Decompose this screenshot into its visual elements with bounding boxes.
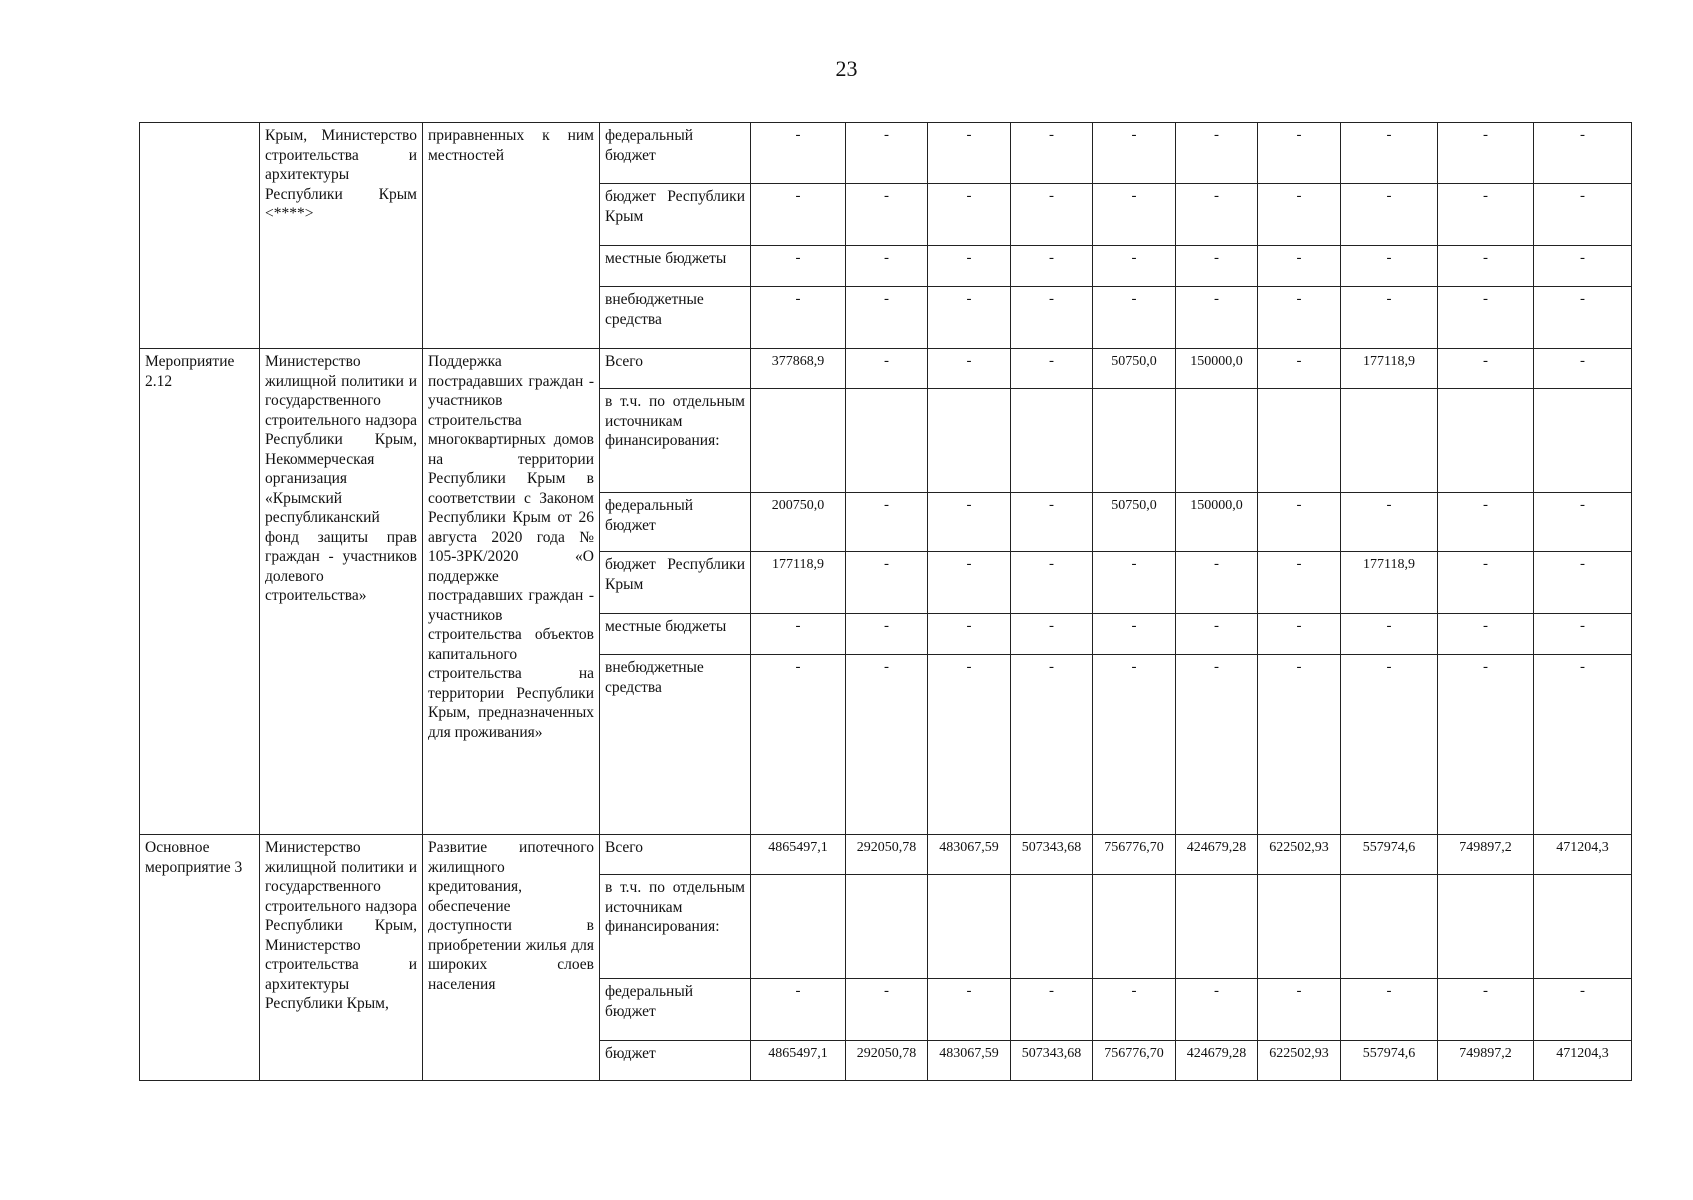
value-cell: 177118,9 xyxy=(751,552,846,614)
page-number: 23 xyxy=(835,56,858,81)
value-cell: - xyxy=(1341,614,1438,655)
value-cell: 292050,78 xyxy=(846,835,928,875)
funding-source-cell: местные бюджеты xyxy=(600,246,751,287)
value-cell xyxy=(1258,389,1341,493)
value-cell xyxy=(1011,389,1093,493)
value-cell: - xyxy=(1438,246,1534,287)
funding-source-cell: федеральный бюджет xyxy=(600,123,751,184)
value-cell: - xyxy=(1093,979,1176,1041)
value-cell: 377868,9 xyxy=(751,349,846,389)
value-cell xyxy=(1011,875,1093,979)
measure-cell: Мероприятие 2.12 xyxy=(140,349,260,835)
value-cell: 507343,68 xyxy=(1011,835,1093,875)
value-cell xyxy=(1176,875,1258,979)
value-cell: 4865497,1 xyxy=(751,835,846,875)
value-cell: - xyxy=(846,287,928,349)
value-cell: - xyxy=(751,287,846,349)
value-cell: - xyxy=(1534,184,1632,246)
funding-source-cell: внебюджетные средства xyxy=(600,287,751,349)
value-cell xyxy=(1341,389,1438,493)
value-cell: 177118,9 xyxy=(1341,552,1438,614)
value-cell: - xyxy=(846,184,928,246)
value-cell: 557974,6 xyxy=(1341,1041,1438,1081)
value-cell xyxy=(1341,875,1438,979)
value-cell: - xyxy=(1341,979,1438,1041)
value-cell: - xyxy=(1258,246,1341,287)
value-cell: - xyxy=(1011,123,1093,184)
value-cell: - xyxy=(1341,493,1438,552)
measure-cell: Основное мероприятие 3 xyxy=(140,835,260,1081)
value-cell: - xyxy=(1534,614,1632,655)
value-cell: - xyxy=(1258,493,1341,552)
value-cell: - xyxy=(751,246,846,287)
value-cell: - xyxy=(1258,614,1341,655)
value-cell: 622502,93 xyxy=(1258,1041,1341,1081)
value-cell: - xyxy=(751,614,846,655)
value-cell: - xyxy=(928,493,1011,552)
value-cell: 471204,3 xyxy=(1534,835,1632,875)
executor-cell: Министерство жилищной политики и государственного строительного надзора Республики Крым, Министерство строительства и архитектуры Республики Крым, xyxy=(260,835,423,1081)
value-cell: 507343,68 xyxy=(1011,1041,1093,1081)
value-cell: - xyxy=(751,184,846,246)
description-cell: приравненных к ним местностей xyxy=(423,123,600,349)
value-cell: 483067,59 xyxy=(928,1041,1011,1081)
funding-source-cell: бюджет xyxy=(600,1041,751,1081)
value-cell: - xyxy=(1093,287,1176,349)
value-cell xyxy=(1438,875,1534,979)
value-cell: - xyxy=(1341,184,1438,246)
value-cell: 200750,0 xyxy=(751,493,846,552)
value-cell: - xyxy=(1438,349,1534,389)
value-cell: - xyxy=(751,979,846,1041)
value-cell xyxy=(846,875,928,979)
table-row xyxy=(140,349,1632,389)
value-cell: - xyxy=(1176,287,1258,349)
funding-source-cell: местные бюджеты xyxy=(600,614,751,655)
value-cell xyxy=(1534,875,1632,979)
value-cell xyxy=(846,389,928,493)
value-cell: - xyxy=(1011,287,1093,349)
description-cell: Развитие ипотечного жилищного кредитования, обеспечение доступности в приобретении жилья для широких слоев населения xyxy=(423,835,600,1081)
funding-source-cell: федеральный бюджет xyxy=(600,979,751,1041)
value-cell: 749897,2 xyxy=(1438,1041,1534,1081)
value-cell: 150000,0 xyxy=(1176,493,1258,552)
value-cell xyxy=(1093,875,1176,979)
value-cell xyxy=(1093,389,1176,493)
value-cell xyxy=(751,389,846,493)
value-cell: - xyxy=(1534,287,1632,349)
value-cell: - xyxy=(1011,614,1093,655)
measure-cell xyxy=(140,123,260,349)
value-cell: - xyxy=(1176,979,1258,1041)
value-cell: 756776,70 xyxy=(1093,835,1176,875)
value-cell: - xyxy=(1176,552,1258,614)
value-cell: - xyxy=(1438,287,1534,349)
value-cell: - xyxy=(1438,979,1534,1041)
value-cell: - xyxy=(928,979,1011,1041)
value-cell: - xyxy=(1011,184,1093,246)
value-cell: - xyxy=(1011,655,1093,835)
value-cell xyxy=(1258,875,1341,979)
value-cell: - xyxy=(1258,287,1341,349)
value-cell: - xyxy=(1011,979,1093,1041)
value-cell: - xyxy=(1258,349,1341,389)
value-cell: - xyxy=(1341,123,1438,184)
value-cell xyxy=(928,875,1011,979)
value-cell: 150000,0 xyxy=(1176,349,1258,389)
value-cell xyxy=(1534,389,1632,493)
executor-cell: Министерство жилищной политики и государственного строительного надзора Республики Крым, Некоммерческая организация «Крымский республиканский фонд защиты прав граждан - участников долевого строительства» xyxy=(260,349,423,835)
value-cell: - xyxy=(1258,123,1341,184)
value-cell: - xyxy=(1258,655,1341,835)
value-cell xyxy=(928,389,1011,493)
value-cell: - xyxy=(1258,979,1341,1041)
value-cell: - xyxy=(1534,979,1632,1041)
table-body xyxy=(140,123,1632,1081)
description-cell: Поддержка пострадавших граждан - участников строительства многоквартирных домов на территории Республики Крым в соответствии с Законом Республики Крым от 26 августа 2020 года № 105-ЗРК/2020 «О поддержке пострадавших граждан - участников строительства объектов капитального строительства на территории Республики Крым, предназначенных для проживания» xyxy=(423,349,600,835)
value-cell: - xyxy=(1534,655,1632,835)
value-cell: - xyxy=(846,552,928,614)
value-cell: 4865497,1 xyxy=(751,1041,846,1081)
value-cell xyxy=(1438,389,1534,493)
value-cell: - xyxy=(1093,655,1176,835)
value-cell: - xyxy=(1438,614,1534,655)
value-cell: 557974,6 xyxy=(1341,835,1438,875)
value-cell: - xyxy=(1176,614,1258,655)
value-cell: 756776,70 xyxy=(1093,1041,1176,1081)
value-cell: - xyxy=(751,123,846,184)
value-cell: - xyxy=(846,246,928,287)
value-cell: 50750,0 xyxy=(1093,349,1176,389)
value-cell: - xyxy=(846,614,928,655)
value-cell: - xyxy=(928,349,1011,389)
funding-source-cell: бюджет Республики Крым xyxy=(600,552,751,614)
value-cell: - xyxy=(1534,123,1632,184)
value-cell: - xyxy=(1093,123,1176,184)
value-cell: 471204,3 xyxy=(1534,1041,1632,1081)
value-cell: - xyxy=(1258,184,1341,246)
funding-source-cell: бюджет Республики Крым xyxy=(600,184,751,246)
value-cell: 622502,93 xyxy=(1258,835,1341,875)
value-cell: - xyxy=(1093,246,1176,287)
value-cell: - xyxy=(1011,349,1093,389)
value-cell: - xyxy=(1011,246,1093,287)
value-cell: 424679,28 xyxy=(1176,1041,1258,1081)
value-cell: - xyxy=(846,123,928,184)
value-cell: - xyxy=(846,349,928,389)
value-cell: - xyxy=(1534,493,1632,552)
value-cell xyxy=(751,875,846,979)
value-cell: 50750,0 xyxy=(1093,493,1176,552)
value-cell: - xyxy=(1176,246,1258,287)
value-cell: - xyxy=(1341,287,1438,349)
funding-source-cell: федеральный бюджет xyxy=(600,493,751,552)
value-cell: - xyxy=(928,123,1011,184)
funding-source-cell: в т.ч. по отдельным источникам финансирования: xyxy=(600,875,751,979)
value-cell: - xyxy=(1534,246,1632,287)
value-cell: 292050,78 xyxy=(846,1041,928,1081)
value-cell: - xyxy=(1438,123,1534,184)
value-cell: - xyxy=(1176,655,1258,835)
table-row xyxy=(140,835,1632,875)
value-cell: - xyxy=(928,614,1011,655)
value-cell: - xyxy=(928,184,1011,246)
value-cell: - xyxy=(751,655,846,835)
value-cell: - xyxy=(1093,614,1176,655)
value-cell: - xyxy=(846,493,928,552)
value-cell: - xyxy=(928,246,1011,287)
value-cell: - xyxy=(928,655,1011,835)
value-cell: - xyxy=(1176,123,1258,184)
value-cell: - xyxy=(1093,184,1176,246)
value-cell: - xyxy=(928,287,1011,349)
value-cell: - xyxy=(1438,184,1534,246)
value-cell: - xyxy=(846,979,928,1041)
funding-source-cell: внебюджетные средства xyxy=(600,655,751,835)
value-cell: - xyxy=(1176,184,1258,246)
value-cell: 177118,9 xyxy=(1341,349,1438,389)
value-cell: - xyxy=(1438,655,1534,835)
value-cell xyxy=(1176,389,1258,493)
value-cell: - xyxy=(1011,552,1093,614)
funding-source-cell: в т.ч. по отдельным источникам финансирования: xyxy=(600,389,751,493)
value-cell: - xyxy=(1534,552,1632,614)
value-cell: - xyxy=(1341,246,1438,287)
value-cell: - xyxy=(928,552,1011,614)
value-cell: - xyxy=(1438,552,1534,614)
table-row xyxy=(140,123,1632,184)
value-cell: - xyxy=(1341,655,1438,835)
value-cell: - xyxy=(1011,493,1093,552)
value-cell: 749897,2 xyxy=(1438,835,1534,875)
financing-table xyxy=(139,122,1632,1081)
funding-source-cell: Всего xyxy=(600,349,751,389)
value-cell: 424679,28 xyxy=(1176,835,1258,875)
value-cell: - xyxy=(846,655,928,835)
value-cell: - xyxy=(1093,552,1176,614)
value-cell: - xyxy=(1534,349,1632,389)
value-cell: - xyxy=(1438,493,1534,552)
executor-cell: Крым, Министерство строительства и архитектуры Республики Крым <****> xyxy=(260,123,423,349)
value-cell: 483067,59 xyxy=(928,835,1011,875)
value-cell: - xyxy=(1258,552,1341,614)
funding-source-cell: Всего xyxy=(600,835,751,875)
